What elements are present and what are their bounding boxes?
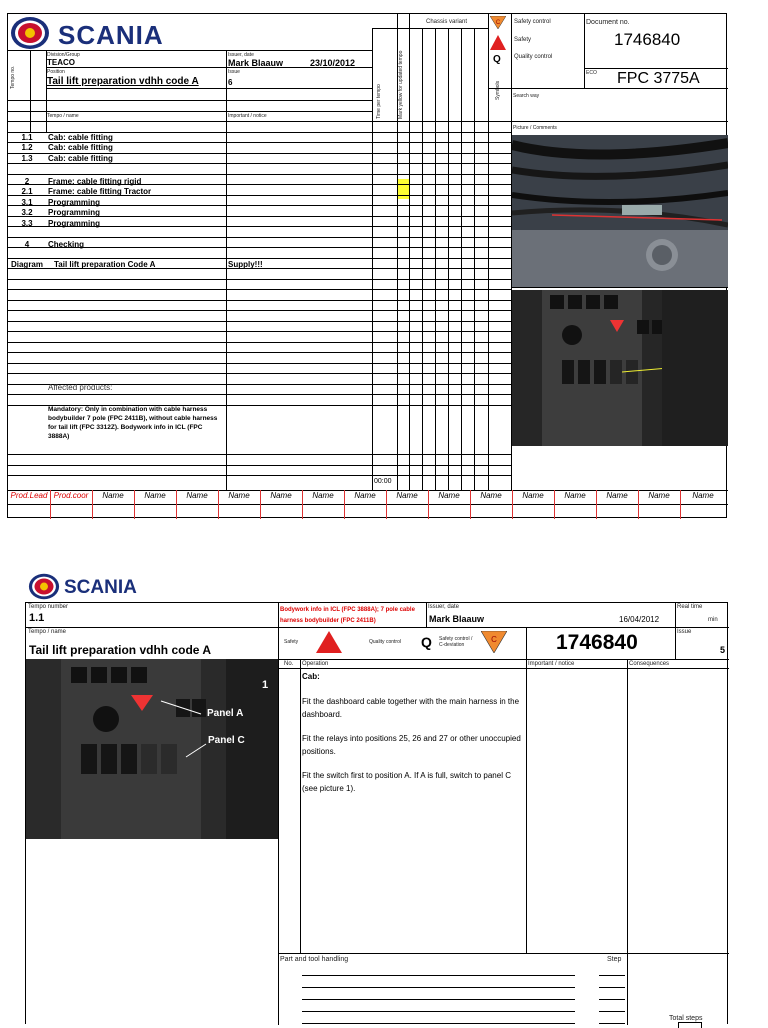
c-deviation-icon	[481, 631, 507, 653]
position-label: Position	[47, 69, 65, 75]
item-label: Cab: cable fitting	[48, 154, 113, 163]
important-label: Important / notice	[228, 113, 267, 119]
signature-label: Name	[144, 491, 166, 500]
item-label: Frame: cable fitting rigid	[48, 177, 142, 186]
updated-mark	[398, 179, 409, 199]
item-number: 3.3	[21, 219, 33, 228]
issue-label: Issue	[677, 629, 692, 635]
operation-text	[302, 670, 524, 795]
item-label: Frame: cable fitting Tractor	[48, 187, 152, 196]
item-number: 2.1	[21, 187, 33, 196]
panel-c-label: Panel C	[208, 735, 245, 746]
issue-label: Issue	[228, 69, 240, 75]
item-number: 3.2	[21, 208, 33, 217]
picture-cable-routing	[512, 135, 728, 287]
eco-value: FPC 3775A	[617, 70, 700, 87]
process-sheet-overview	[7, 13, 727, 518]
division-value: TEACO	[47, 58, 75, 67]
signature-label: Name	[438, 491, 460, 500]
mandatory-note: Mandatory: Only in combination with cable harness bodybuilder 7 pole (FPC 2411B), without cable harness for tail lift (FPC 3312Z). Bodywork info in ICL (FPC 3888A)	[48, 406, 218, 440]
item-label: Programming	[48, 208, 101, 217]
real-time-unit: min	[708, 617, 718, 623]
tempo-no-label: Tempo no.	[10, 65, 16, 89]
picture-comments-label: Picture / Comments	[513, 125, 557, 131]
item-number: 2	[24, 177, 30, 186]
brand-wordmark: SCANIA	[64, 577, 137, 598]
tempo-number: 1.1	[29, 612, 45, 624]
time-per-tempo-label: Time per tempo	[376, 84, 382, 119]
item-number: 1.1	[21, 133, 33, 142]
issue-value: 5	[720, 645, 726, 655]
safety-control-label: Safety control	[514, 19, 551, 25]
signature-row	[8, 490, 728, 519]
step-label: Step	[607, 956, 622, 963]
signature-label: Name	[648, 491, 670, 500]
important-label: Important / notice	[528, 661, 575, 667]
issue-date: 23/10/2012	[310, 58, 356, 68]
safety-warning-icon	[316, 631, 342, 653]
scania-griffin-icon	[28, 573, 60, 600]
scania-logo	[10, 16, 225, 50]
signature-label: Name	[396, 491, 418, 500]
signature-label: Name	[522, 491, 544, 500]
position-value: Tail lift preparation vdhh code A	[47, 76, 199, 87]
safety-label: Safety	[284, 639, 299, 645]
signature-label: Name	[228, 491, 250, 500]
scania-griffin-icon	[10, 16, 50, 50]
svg-text:C: C	[495, 20, 501, 26]
search-way-label: Search way	[513, 93, 540, 99]
signature-label: Name	[312, 491, 334, 500]
operation-step: Fit the relays into positions 25, 26 and 27 or other unoccupied positions.	[302, 734, 521, 756]
item-label: Cab: cable fitting	[48, 133, 113, 142]
total-steps-label: Total steps	[669, 1015, 703, 1022]
issue-value: 6	[228, 78, 233, 87]
quality-control-label: Quality control	[369, 639, 401, 645]
issue-date: 16/04/2012	[619, 615, 660, 624]
issuer-label: Issuer, date	[228, 52, 254, 58]
c-deviation-icon	[490, 16, 506, 30]
work-instruction-sheet	[25, 602, 728, 1024]
doc-no: 1746840	[614, 30, 681, 49]
q-symbol: Q	[493, 54, 501, 65]
safety-warning-icon	[490, 35, 506, 50]
picture-panel-positions	[26, 659, 278, 839]
consequences-label: Consequences	[629, 661, 670, 667]
signature-label: Name	[102, 491, 124, 500]
signature-label: Prod.Lead	[10, 491, 48, 500]
doc-no-label: Document no.	[586, 19, 630, 26]
quality-control-label: Quality control	[514, 54, 553, 60]
tempo-name-label: Tempo / name	[47, 113, 79, 119]
signature-label: Name	[692, 491, 714, 500]
item-number: 1.3	[21, 154, 33, 163]
issuer-value: Mark Blaauw	[228, 58, 284, 68]
tempo-name-label: Tempo / name	[28, 629, 67, 635]
item-label: Programming	[48, 198, 101, 207]
signature-label: Prod.coor	[53, 491, 89, 500]
doc-no: 1746840	[556, 631, 638, 654]
symbols-label: Symbols	[495, 80, 501, 100]
supply-note: Supply!!!	[228, 260, 263, 269]
operation-step: Fit the switch first to position A. If A is full, switch to panel C (see picture 1).	[302, 771, 511, 793]
panel-a-label: Panel A	[207, 708, 244, 719]
real-time-label: Real time	[677, 604, 703, 610]
item-number: 4	[24, 240, 30, 249]
item-label: Programming	[48, 219, 101, 228]
diagram-title: Tail lift preparation Code A	[54, 260, 156, 269]
no-label: No.	[284, 661, 294, 667]
affected-products-label: Affected products:	[48, 383, 113, 392]
signature-label: Name	[186, 491, 208, 500]
division-label: Division/Group	[47, 52, 80, 58]
operation-title: Cab:	[302, 672, 320, 681]
item-number: 3.1	[21, 198, 33, 207]
operation-step: Fit the dashboard cable together with the main harness in the dashboard.	[302, 697, 520, 719]
picture-dashboard-switches	[512, 290, 728, 446]
brand-wordmark: SCANIA	[58, 20, 164, 50]
signature-label: Name	[270, 491, 292, 500]
svg-text:C: C	[491, 635, 497, 644]
signature-label: Name	[606, 491, 628, 500]
issuer-value: Mark Blaauw	[429, 614, 485, 624]
mark-yellow-label: Mark yellow for updated tempo	[398, 50, 404, 119]
chassis-variant-label: Chassis variant	[426, 19, 468, 25]
q-symbol: Q	[421, 634, 432, 650]
safety-control-deviation-label: Safety control / C-deviation	[439, 636, 473, 648]
signature-label: Name	[564, 491, 586, 500]
item-label: Checking	[48, 240, 85, 249]
bodywork-note: Bodywork info in ICL (FPC 3888A); 7 pole cable harness bodybuilder (FPC 2411B)	[280, 607, 415, 624]
total-time: 00:00	[374, 478, 392, 485]
signature-label: Name	[480, 491, 502, 500]
signature-label: Name	[354, 491, 376, 500]
eco-label: ECO	[586, 70, 597, 76]
operation-label: Operation	[302, 661, 329, 667]
safety-label: Safety	[514, 37, 532, 43]
part-tool-label: Part and tool handling	[280, 956, 349, 963]
tempo-number-label: Tempo number	[28, 604, 69, 610]
item-number: 1.2	[21, 143, 33, 152]
total-steps-box	[678, 1022, 702, 1028]
tempo-name: Tail lift preparation vdhh code A	[29, 643, 212, 657]
diagram-label: Diagram	[10, 260, 43, 269]
photo-number: 1	[262, 679, 269, 691]
item-label: Cab: cable fitting	[48, 143, 113, 152]
issuer-label: Issuer, date	[428, 604, 460, 610]
scania-logo-2	[28, 573, 148, 601]
